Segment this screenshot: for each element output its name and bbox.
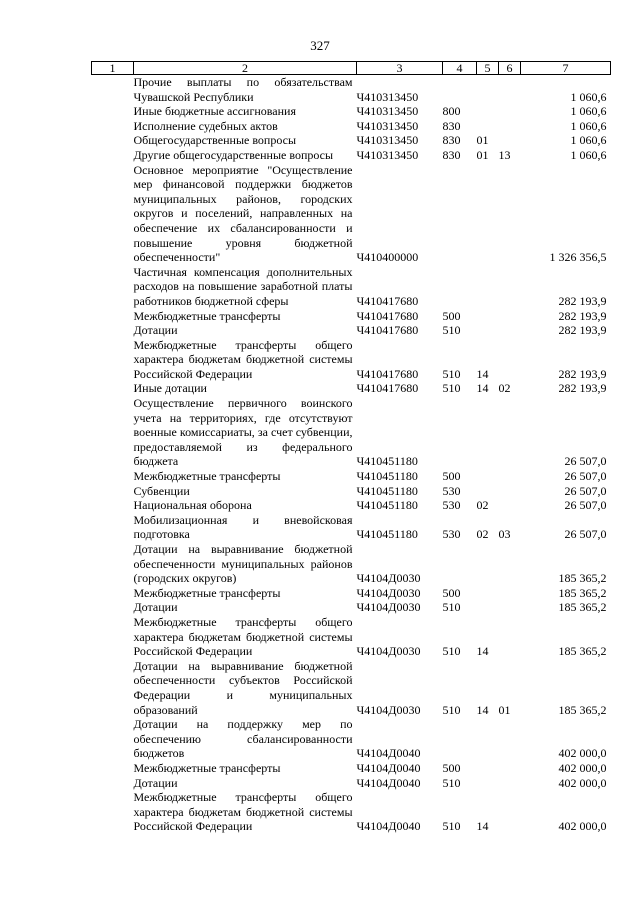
subsection-cell: 02	[498, 381, 511, 396]
subsection-cell	[499, 790, 521, 834]
expense-type-cell: 830	[442, 133, 461, 148]
item-name-cell: Межбюджетные трансферты	[133, 308, 281, 323]
row-number-cell	[92, 396, 134, 469]
table-row	[92, 75, 611, 105]
row-number-cell	[92, 484, 134, 499]
column-header: 6	[499, 62, 521, 75]
expense-type-cell: 510	[442, 381, 461, 396]
amount-cell: 402 000,0	[558, 775, 607, 790]
section-cell	[477, 323, 499, 338]
table-row	[92, 309, 611, 324]
row-number-cell	[92, 323, 134, 338]
amount-cell: 185 365,2	[558, 644, 607, 659]
table-row	[92, 338, 611, 382]
expense-type-cell: 530	[442, 527, 461, 542]
target-code-cell: Ч410313450	[356, 118, 419, 133]
subsection-cell	[499, 615, 521, 659]
item-name-cell: Иные бюджетные ассигнования	[133, 104, 296, 119]
amount-cell: 282 193,9	[558, 308, 607, 323]
expense-type-cell: 510	[442, 600, 461, 615]
item-name-cell: Дотации	[133, 775, 178, 790]
amount-cell: 282 193,9	[558, 293, 607, 308]
target-code-cell: Ч410451180	[356, 498, 418, 513]
item-name-cell: Дотации на поддержку мер по обеспечению сбалансированности бюджетов	[133, 717, 353, 761]
subsection-cell: 03	[498, 527, 511, 542]
table-row	[92, 600, 611, 615]
item-name-cell: Дотации на выравнивание бюджетной обеспеченности субъектов Российской Федерации и муниципальных образований	[133, 658, 353, 717]
expense-type-cell: 500	[442, 760, 461, 775]
table-row	[92, 776, 611, 791]
section-cell: 01	[476, 133, 489, 148]
amount-cell: 1 060,6	[570, 133, 607, 148]
target-code-cell: Ч4104Д0040	[356, 746, 421, 761]
amount-cell: 402 000,0	[558, 819, 607, 834]
table-row	[92, 717, 611, 761]
item-name-cell: Межбюджетные трансферты общего характера бюджетам бюджетной системы Российской Федерации	[133, 337, 353, 381]
section-cell	[477, 163, 499, 265]
column-header: 1	[92, 62, 134, 75]
table-row	[92, 396, 611, 469]
expense-type-cell: 510	[442, 323, 461, 338]
target-code-cell: Ч410400000	[356, 250, 419, 265]
section-cell	[477, 396, 499, 469]
target-code-cell: Ч410417680	[356, 323, 419, 338]
table-row	[92, 498, 611, 513]
expense-type-cell: 510	[442, 366, 461, 381]
section-cell	[477, 761, 499, 776]
table-row	[92, 469, 611, 484]
target-code-cell: Ч4104Д0040	[356, 775, 421, 790]
section-cell: 02	[476, 527, 489, 542]
row-number-cell	[92, 586, 134, 601]
target-code-cell: Ч410313450	[356, 147, 419, 162]
expense-type-cell: 500	[442, 308, 461, 323]
table-row	[92, 790, 611, 834]
row-number-cell	[92, 513, 134, 542]
item-name-cell: Прочие выплаты по обязательствам Чувашской Республики	[133, 75, 353, 104]
section-cell: 14	[476, 381, 489, 396]
amount-cell: 26 507,0	[564, 527, 607, 542]
section-cell	[477, 265, 499, 309]
subsection-cell	[499, 163, 521, 265]
subsection-cell	[499, 133, 521, 148]
section-cell: 14	[476, 702, 489, 717]
column-header: 5	[477, 62, 499, 75]
row-number-cell	[92, 75, 134, 105]
subsection-cell	[499, 484, 521, 499]
row-number-cell	[92, 163, 134, 265]
column-header: 7	[521, 62, 611, 75]
subsection-cell	[499, 498, 521, 513]
amount-cell: 282 193,9	[558, 323, 607, 338]
item-name-cell: Межбюджетные трансферты общего характера бюджетам бюджетной системы Российской Федерации	[133, 614, 353, 659]
amount-cell: 282 193,9	[558, 366, 607, 381]
section-cell	[477, 75, 499, 105]
subsection-cell	[499, 104, 521, 119]
target-code-cell: Ч410451180	[356, 469, 418, 484]
target-code-cell: Ч4104Д0030	[356, 585, 421, 600]
target-code-cell: Ч4104Д0030	[356, 644, 421, 659]
item-name-cell: Национальная оборона	[133, 498, 252, 513]
table-row	[92, 586, 611, 601]
row-number-cell	[92, 469, 134, 484]
amount-cell: 185 365,2	[558, 571, 607, 586]
amount-cell: 185 365,2	[558, 600, 607, 615]
amount-cell: 1 060,6	[570, 104, 607, 119]
subsection-cell	[499, 761, 521, 776]
subsection-cell	[499, 542, 521, 586]
section-cell	[477, 717, 499, 761]
amount-cell: 26 507,0	[564, 483, 607, 498]
expense-type-cell	[443, 717, 477, 761]
item-name-cell: Осуществление первичного воинского учета на территориях, где отсутствуют военные комиссариаты, за счет субвенции, предоставляемой из федерального бюджета	[133, 396, 353, 469]
table-row	[92, 104, 611, 119]
section-cell	[477, 542, 499, 586]
table-row	[92, 119, 611, 134]
expense-type-cell	[443, 396, 477, 469]
item-name-cell: Субвенции	[133, 483, 190, 498]
subsection-cell	[499, 309, 521, 324]
expense-type-cell	[443, 265, 477, 309]
subsection-cell	[499, 776, 521, 791]
subsection-cell	[499, 119, 521, 134]
budget-table	[91, 61, 611, 834]
row-number-cell	[92, 542, 134, 586]
amount-cell: 26 507,0	[564, 498, 607, 513]
row-number-cell	[92, 265, 134, 309]
amount-cell: 402 000,0	[558, 746, 607, 761]
expense-type-cell	[443, 75, 477, 105]
row-number-cell	[92, 659, 134, 717]
row-number-cell	[92, 148, 134, 163]
item-name-cell: Другие общегосударственные вопросы	[133, 147, 334, 162]
item-name-cell: Исполнение судебных актов	[133, 118, 278, 133]
target-code-cell: Ч410451180	[356, 483, 418, 498]
target-code-cell: Ч410451180	[356, 454, 418, 469]
target-code-cell: Ч4104Д0030	[356, 702, 421, 717]
table-row	[92, 381, 611, 396]
item-name-cell: Частичная компенсация дополнительных расходов на повышение заработной платы работников бюджетной сферы	[133, 264, 353, 308]
row-number-cell	[92, 790, 134, 834]
table-row	[92, 163, 611, 265]
section-cell	[477, 309, 499, 324]
table-row	[92, 323, 611, 338]
amount-cell: 26 507,0	[564, 469, 607, 484]
item-name-cell: Общегосударственные вопросы	[133, 133, 297, 148]
section-cell: 01	[476, 147, 489, 162]
table-row	[92, 542, 611, 586]
row-number-cell	[92, 717, 134, 761]
amount-cell: 282 193,9	[558, 381, 607, 396]
expense-type-cell: 800	[442, 104, 461, 119]
table-row	[92, 615, 611, 659]
section-cell: 14	[476, 644, 489, 659]
target-code-cell: Ч410417680	[356, 308, 419, 323]
expense-type-cell: 530	[442, 498, 461, 513]
expense-type-cell	[443, 163, 477, 265]
item-name-cell: Межбюджетные трансферты общего характера бюджетам бюджетной системы Российской Федерации	[133, 790, 353, 834]
expense-type-cell: 510	[442, 819, 461, 834]
section-cell	[477, 104, 499, 119]
section-cell	[477, 119, 499, 134]
item-name-cell: Иные дотации	[133, 381, 207, 396]
expense-type-cell	[443, 542, 477, 586]
section-cell	[477, 776, 499, 791]
expense-type-cell: 530	[442, 483, 461, 498]
target-code-cell: Ч410417680	[356, 293, 419, 308]
subsection-cell: 13	[498, 147, 511, 162]
subsection-cell	[499, 586, 521, 601]
subsection-cell	[499, 265, 521, 309]
section-cell	[477, 586, 499, 601]
target-code-cell: Ч410451180	[356, 527, 418, 542]
target-code-cell: Ч4104Д0030	[356, 600, 421, 615]
item-name-cell: Дотации	[133, 600, 178, 615]
item-name-cell: Дотации на выравнивание бюджетной обеспеченности муниципальных районов (городских округов)	[133, 542, 353, 586]
expense-type-cell: 830	[442, 147, 461, 162]
table-row	[92, 761, 611, 776]
item-name-cell: Мобилизационная и вневойсковая подготовка	[133, 512, 353, 542]
row-number-cell	[92, 309, 134, 324]
section-cell: 14	[476, 366, 489, 381]
target-code-cell: Ч410313450	[356, 104, 419, 119]
target-code-cell: Ч4104Д0040	[356, 760, 421, 775]
target-code-cell: Ч4104Д0030	[356, 571, 421, 586]
amount-cell: 1 060,6	[570, 89, 607, 104]
table-row	[92, 659, 611, 717]
item-name-cell: Межбюджетные трансферты	[133, 760, 281, 775]
item-name-cell: Межбюджетные трансферты	[133, 469, 281, 484]
row-number-cell	[92, 600, 134, 615]
amount-cell: 185 365,2	[558, 702, 607, 717]
subsection-cell	[499, 323, 521, 338]
subsection-cell	[499, 396, 521, 469]
section-cell: 02	[476, 498, 489, 513]
section-cell	[477, 469, 499, 484]
target-code-cell: Ч4104Д0040	[356, 819, 421, 834]
section-cell: 14	[476, 819, 489, 834]
subsection-cell	[499, 75, 521, 105]
subsection-cell	[499, 717, 521, 761]
expense-type-cell: 500	[442, 585, 461, 600]
row-number-cell	[92, 776, 134, 791]
amount-cell: 1 060,6	[570, 118, 607, 133]
amount-cell: 402 000,0	[558, 760, 607, 775]
expense-type-cell: 510	[442, 702, 461, 717]
table-row	[92, 484, 611, 499]
page-number: 327	[310, 38, 330, 53]
row-number-cell	[92, 498, 134, 513]
expense-type-cell: 510	[442, 644, 461, 659]
expense-type-cell: 500	[442, 469, 461, 484]
row-number-cell	[92, 338, 134, 382]
target-code-cell: Ч410313450	[356, 133, 419, 148]
table-row	[92, 265, 611, 309]
section-cell	[477, 484, 499, 499]
expense-type-cell: 830	[442, 118, 461, 133]
amount-cell: 1 060,6	[570, 147, 607, 162]
item-name-cell: Межбюджетные трансферты	[133, 585, 281, 600]
subsection-cell: 01	[498, 702, 511, 717]
row-number-cell	[92, 133, 134, 148]
row-number-cell	[92, 615, 134, 659]
table-row	[92, 133, 611, 148]
target-code-cell: Ч410417680	[356, 381, 419, 396]
section-cell	[477, 600, 499, 615]
row-number-cell	[92, 761, 134, 776]
table-row	[92, 513, 611, 542]
target-code-cell: Ч410417680	[356, 366, 419, 381]
amount-cell: 1 326 356,5	[549, 250, 607, 265]
item-name-cell: Основное мероприятие "Осуществление мер финансовой поддержки бюджетов муниципальных районов, городских округов и поселений, направленных на обеспечение их сбалансированности и повышение уровня бюджетной обеспеченности"	[133, 162, 353, 265]
target-code-cell: Ч410313450	[356, 89, 419, 104]
expense-type-cell: 510	[442, 775, 461, 790]
table-row	[92, 148, 611, 163]
row-number-cell	[92, 119, 134, 134]
row-number-cell	[92, 104, 134, 119]
row-number-cell	[92, 381, 134, 396]
item-name-cell: Дотации	[133, 323, 178, 338]
subsection-cell	[499, 600, 521, 615]
table-header-row	[92, 62, 611, 75]
amount-cell: 185 365,2	[558, 585, 607, 600]
amount-cell: 26 507,0	[564, 454, 607, 469]
column-header: 4	[443, 62, 477, 75]
column-header: 2	[134, 62, 357, 75]
column-header: 3	[357, 62, 443, 75]
subsection-cell	[499, 338, 521, 382]
subsection-cell	[499, 469, 521, 484]
